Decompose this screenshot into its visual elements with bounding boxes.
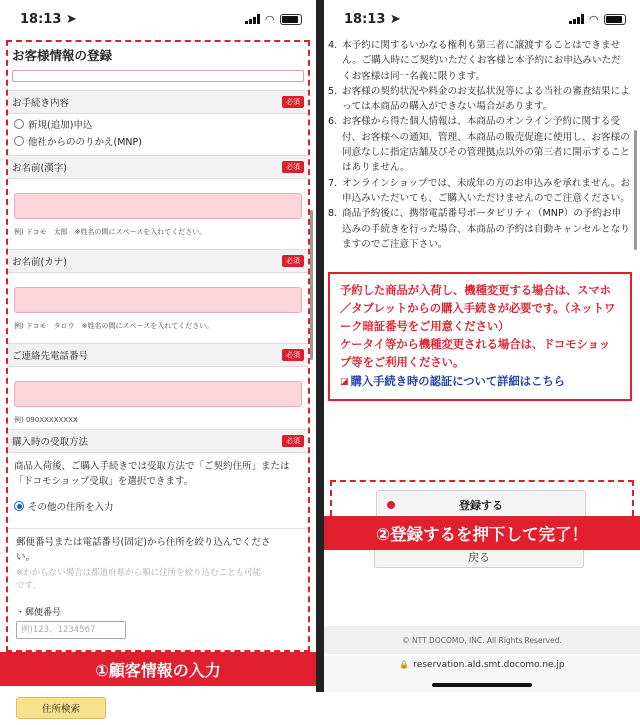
scrollbar[interactable]	[310, 210, 313, 360]
wifi-icon: ◠	[589, 12, 598, 26]
terms-item-text: オンラインショップでは、未成年の方のお申込みを承れません。お申込みいただいても、ご購入いただけませんのでご注意ください。	[342, 177, 630, 204]
terms-item-number: 5.	[328, 85, 338, 97]
wifi-icon: ◠	[265, 12, 274, 26]
radio-label: 他社からののりかえ(MNP)	[28, 137, 142, 148]
location-arrow-icon: ➤	[389, 11, 401, 27]
back-button[interactable]: 戻る	[374, 546, 584, 568]
required-badge: 必須	[282, 255, 304, 267]
signal-icon	[569, 14, 584, 24]
terms-item-text: お客様の契約状況や料金のお支払状況等による当社の審査結果によっては本商品の購入ができない場合があります。	[342, 85, 630, 113]
notice-text-1: 予約した商品が入荷し、機種変更する場合は、スマホ／タブレットからの購入手続きが必要です。（ネットワーク暗証番号をご用意ください）	[340, 284, 616, 334]
right-screenshot	[324, 0, 640, 692]
auth-details-link[interactable]: ◪ 購入手続き時の認証について詳細はこちら	[340, 373, 620, 391]
step1-banner: ①顧客情報の入力	[0, 652, 316, 686]
status-time: 18:13 ➤	[20, 11, 77, 27]
section-label: ご連絡先電話番号	[12, 351, 89, 362]
terms-item-number: 7.	[328, 177, 338, 189]
section-label: お名前(漢字)	[12, 163, 67, 174]
location-arrow-icon: ➤	[65, 11, 77, 27]
address-lookup	[8, 528, 308, 725]
external-link-icon: ◪	[340, 377, 349, 388]
step2-banner: ②登録するを押下して完了！	[324, 516, 640, 550]
name-kana-hint: 例) ドコモ タロウ ※姓名の間にスペースを入れてください。	[14, 322, 214, 330]
terms-item	[328, 38, 630, 84]
section-contract-type	[8, 90, 308, 114]
radio-mnp[interactable]	[8, 134, 308, 151]
radio-icon[interactable]	[14, 136, 24, 146]
section-phone	[8, 343, 308, 367]
notice-box	[328, 272, 632, 401]
postal-input[interactable]: 例)123、1234567	[16, 621, 126, 639]
terms-item-text: 本予約に関するいかなる権利も第三者に譲渡することはできません。ご購入時にご契約いただくお客様と本予約にお申込みいただくお客様は同一名義に限ります。	[342, 40, 621, 82]
lock-icon: 🔒	[399, 660, 410, 669]
terms-item	[328, 176, 630, 207]
address-description: 郵便番号または電話番号(固定)から住所を絞り込んでくださ い。	[16, 537, 271, 563]
terms-item-number: 4.	[328, 40, 338, 51]
terms-list	[324, 38, 640, 252]
section-label: お手続き内容	[12, 98, 70, 109]
terms-item-text: 商品予約後に、携帯電話番号ポータビリティ（MNP）の予約お申込みの手続きを行った場合、本商品の予約は自動キャンセルとなりますのでご注意下さい。	[342, 208, 630, 250]
terms-item-number: 8.	[328, 208, 338, 220]
radio-icon[interactable]	[14, 119, 24, 129]
register-button[interactable]: 登録する	[376, 490, 586, 520]
section-name-kanji	[8, 155, 308, 179]
title-underline	[12, 70, 304, 82]
bullet-icon	[387, 501, 395, 509]
phone-hint: 例) 090XXXXXXXX	[14, 416, 78, 424]
terms-item	[328, 206, 630, 252]
copyright-footer: © NTT DOCOMO, INC. All Rights Reserved.	[324, 626, 640, 654]
radio-label: その他の住所を入力	[28, 502, 114, 513]
panel-divider	[316, 0, 324, 692]
radio-other-address[interactable]	[8, 495, 308, 516]
required-badge: 必須	[282, 349, 304, 361]
radio-label: 新規(追加)申込	[28, 120, 93, 131]
section-pickup	[8, 429, 308, 453]
phone-input[interactable]	[14, 381, 302, 407]
left-screenshot	[0, 0, 316, 715]
terms-item-text: お客様から得た個人情報は、本商品のオンライン予約に関する受付、お客様への通知、管理、本商品の販売促進に使用し、お客様の同意なしに指定店舗及びその管理拠点以外の第三者に開示することはありません。	[342, 116, 630, 174]
terms-item	[328, 114, 630, 175]
required-badge: 必須	[282, 96, 304, 108]
section-name-kana	[8, 249, 308, 273]
required-badge: 必須	[282, 161, 304, 173]
address-note: ※わからない場合は都道府県から順に住所を絞り込むことも可能 です。	[16, 568, 262, 591]
terms-item-number: 6.	[328, 116, 338, 128]
status-time: 18:13 ➤	[344, 11, 401, 27]
name-kanji-input[interactable]	[14, 193, 302, 219]
pickup-description: 商品入荷後、ご購入手続きでは受取方法で「ご契約住所」または 「ドコモショップ受取」を選択できます。	[14, 461, 290, 487]
battery-icon	[280, 14, 302, 25]
terms-item	[328, 84, 630, 115]
form-title: お客様情報の登録	[12, 48, 113, 63]
section-label: お名前(カナ)	[12, 257, 67, 268]
scrollbar[interactable]	[634, 130, 637, 250]
postal-label: ・郵便番号	[16, 608, 62, 618]
status-bar	[324, 0, 640, 38]
name-kanji-hint: 例) ドコモ 太郎 ※姓名の間にスペースを入れてください。	[14, 228, 207, 236]
required-badge: 必須	[282, 435, 304, 447]
status-bar	[0, 0, 316, 38]
radio-new[interactable]	[8, 114, 308, 134]
notice-text-2: ケータイ等から機種変更される場合は、ドコモショップ等をご利用ください。	[340, 338, 611, 370]
signal-icon	[245, 14, 260, 24]
address-search-button[interactable]: 住所検索	[16, 697, 106, 719]
home-indicator[interactable]	[432, 683, 532, 687]
url-text: reservation.ald.smt.docomo.ne.jp	[413, 660, 565, 670]
battery-icon	[604, 14, 626, 25]
radio-checked-icon[interactable]	[14, 501, 24, 511]
section-label: 購入時の受取方法	[12, 437, 89, 448]
name-kana-input[interactable]	[14, 287, 302, 313]
